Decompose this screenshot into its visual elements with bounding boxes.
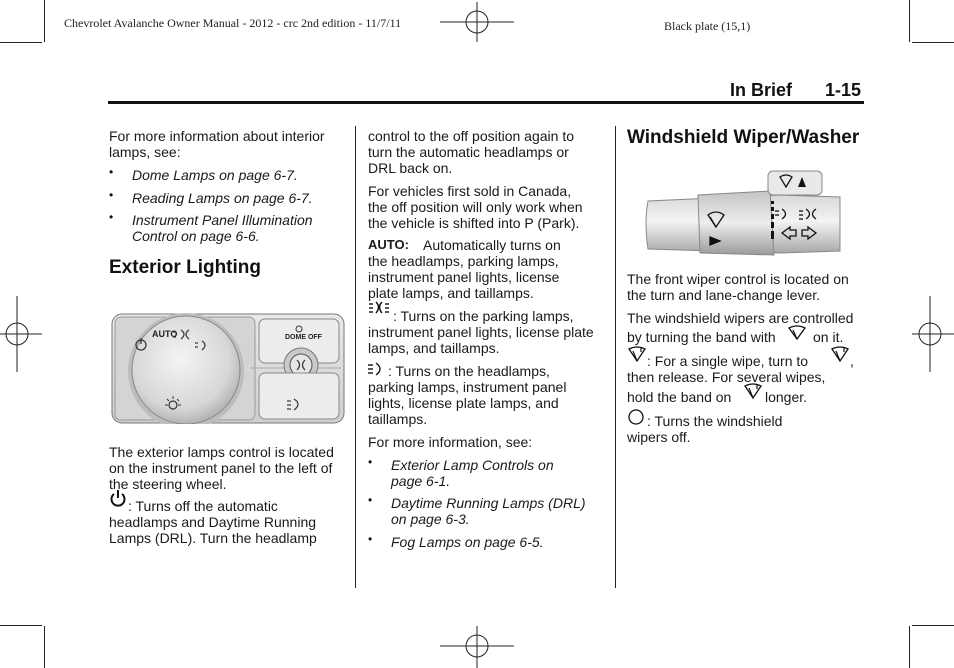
crop-mark xyxy=(912,625,954,626)
wiper-band-line-start: by turning the band with xyxy=(627,329,776,345)
link-exterior-lamp-controls-cont[interactable]: page 6-1. xyxy=(391,473,451,489)
power-desc-line: : Turns off the automatic xyxy=(128,498,278,514)
power-desc-line: headlamps and Daytime Running xyxy=(109,514,317,530)
wiper-para-line: the turn and lane-change lever. xyxy=(627,287,821,303)
col2-cont-line: control to the off position again to xyxy=(368,128,574,144)
link-panel-illumination[interactable]: Instrument Panel Illumination xyxy=(132,212,313,228)
wiper-band-line-end: on it. xyxy=(813,329,844,345)
link-exterior-lamp-controls[interactable]: Exterior Lamp Controls on xyxy=(391,457,554,473)
headlamp-desc-line: : Turns on the headlamps, xyxy=(388,363,550,379)
headlamp-desc-line: parking lamps, instrument panel xyxy=(368,379,567,395)
crop-mark xyxy=(909,626,910,668)
single-wipe-desc-line: hold the band on xyxy=(627,389,732,405)
registration-mark-left xyxy=(0,296,42,372)
wiper-para-line: The front wiper control is located on xyxy=(627,271,849,287)
single-wipe-comma: , xyxy=(850,353,854,369)
intro-paragraph: For more information about interior lamps, see: xyxy=(109,128,325,160)
exterior-para-line: the steering wheel. xyxy=(109,476,227,492)
section-title: In Brief xyxy=(730,80,793,100)
auto-desc-line: plate lamps, and taillamps. xyxy=(368,285,534,301)
plate-label: Black plate (15,1) xyxy=(664,19,751,33)
document-title: Chevrolet Avalanche Owner Manual - 2012 - crc 2nd edition - 11/7/11 xyxy=(64,16,402,30)
auto-label: AUTO xyxy=(152,329,178,339)
off-desc: : Turns the windshield xyxy=(647,413,783,429)
parking-desc-line: : Turns on the parking lamps, xyxy=(393,308,574,324)
link-fog-lamps[interactable]: Fog Lamps on page 6-5. xyxy=(391,534,544,550)
crop-mark xyxy=(0,42,42,43)
power-icon xyxy=(109,489,127,507)
bullet-dot: • xyxy=(368,532,373,546)
col2-cont-line: DRL back on. xyxy=(368,160,453,176)
crop-mark xyxy=(912,42,954,43)
link-reading-lamps[interactable]: Reading Lamps on page 6-7. xyxy=(132,190,313,206)
parking-desc-line: instrument panel lights, license plate xyxy=(368,324,594,340)
heading-windshield-wiper: Windshield Wiper/Washer xyxy=(627,127,860,148)
bullet-dot: • xyxy=(109,165,114,179)
power-desc-line: Lamps (DRL). Turn the headlamp xyxy=(109,530,317,546)
auto-desc-line: Automatically turns on xyxy=(423,237,561,253)
headlamp-icon xyxy=(367,361,389,377)
single-wipe-icon xyxy=(743,383,763,401)
crop-mark xyxy=(44,626,45,668)
bullet-dot: • xyxy=(368,455,373,469)
exterior-para-line: on the instrument panel to the left of xyxy=(109,460,333,476)
wiper-band-line: The windshield wipers are controlled xyxy=(627,310,854,326)
bullet-dot: • xyxy=(368,493,373,507)
parking-lamp-icon xyxy=(367,300,393,316)
column-divider xyxy=(355,126,356,588)
exterior-lamp-control-figure xyxy=(111,313,345,424)
page-number: 1-15 xyxy=(825,80,862,100)
link-dome-lamps[interactable]: Dome Lamps on page 6-7. xyxy=(132,167,298,183)
column-divider xyxy=(615,126,616,588)
headlamp-desc-line: taillamps. xyxy=(368,411,428,427)
registration-mark-right xyxy=(912,296,954,372)
single-wipe-desc-line: then release. For several wipes, xyxy=(627,369,826,385)
single-wipe-desc: : For a single wipe, turn to xyxy=(647,353,809,369)
bullet-dot: • xyxy=(109,188,114,202)
col2-cont-line: turn the automatic headlamps or xyxy=(368,144,569,160)
link-drl-cont[interactable]: on page 6-3. xyxy=(391,511,470,527)
parking-desc-line: lamps, and taillamps. xyxy=(368,340,500,356)
canada-line: For vehicles first sold in Canada, xyxy=(368,183,572,199)
off-desc-line: wipers off. xyxy=(627,429,691,445)
registration-mark-bottom xyxy=(440,626,514,668)
headlamp-desc-line: lights, license plate lamps, and xyxy=(368,395,559,411)
more-info: For more information, see: xyxy=(368,434,533,450)
single-wipe-icon xyxy=(830,346,850,364)
link-drl[interactable]: Daytime Running Lamps (DRL) xyxy=(391,495,586,511)
registration-mark-top xyxy=(440,2,514,42)
crop-mark xyxy=(909,0,910,42)
crop-mark xyxy=(44,0,45,42)
dome-off-label: DOME OFF xyxy=(285,334,322,341)
off-circle-icon xyxy=(627,408,647,426)
header-rule xyxy=(108,101,864,104)
canada-line: the off position will only work when xyxy=(368,199,583,215)
single-wipe-icon xyxy=(627,346,647,364)
auto-desc-line: instrument panel lights, license xyxy=(368,269,560,285)
wiper-symbol-icon xyxy=(787,325,807,341)
link-panel-illumination-cont[interactable]: Control on page 6-6. xyxy=(132,228,260,244)
crop-mark xyxy=(0,625,42,626)
single-wipe-desc-end: longer. xyxy=(765,389,808,405)
exterior-para-line: The exterior lamps control is located xyxy=(109,444,334,460)
auto-desc-line: the headlamps, parking lamps, xyxy=(368,253,559,269)
canada-line: the vehicle is shifted into P (Park). xyxy=(368,215,580,231)
bullet-dot: • xyxy=(109,210,114,224)
heading-exterior-lighting: Exterior Lighting xyxy=(109,257,261,278)
auto-term: AUTO: xyxy=(368,237,409,252)
wiper-lever-figure xyxy=(640,167,842,257)
